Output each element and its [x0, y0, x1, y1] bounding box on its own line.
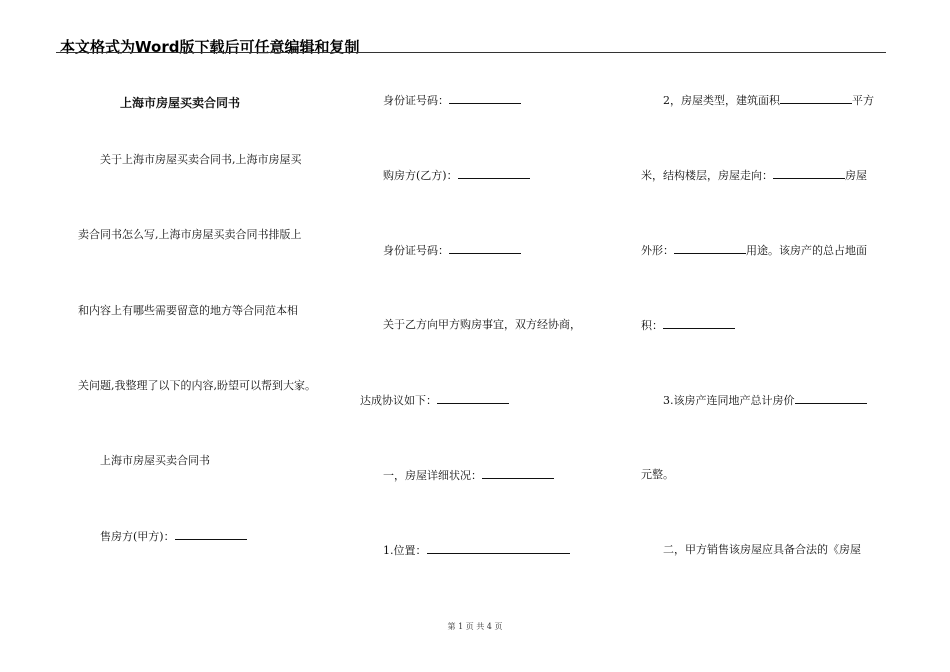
agreement-label: 达成协议如下： — [360, 394, 437, 407]
land-area-blank — [663, 318, 735, 329]
structure-tail: 房屋 — [845, 169, 867, 182]
seller-id-blank — [449, 93, 521, 104]
page-footer: 第 1 页 共 4 页 — [447, 622, 503, 631]
agreement-blank — [437, 393, 509, 404]
usage-text: 用途。该房产的总占地面 — [746, 244, 867, 257]
price-line — [663, 393, 867, 408]
house-status-blank — [482, 468, 554, 479]
location-line — [383, 543, 570, 558]
agreement-line-1: 关于乙方向甲方购房事宜，双方经协商， — [383, 318, 581, 331]
price-label: 3.该房产连同地产总计房价 — [663, 394, 795, 407]
location-blank — [427, 543, 570, 554]
buyer-id-blank — [449, 243, 521, 254]
land-area-line — [641, 318, 735, 333]
location-label: 1.位置： — [383, 544, 427, 557]
land-area-label: 积： — [641, 319, 663, 332]
appearance-label: 外形： — [641, 244, 674, 257]
header-divider — [56, 52, 886, 53]
price-blank — [795, 393, 867, 404]
house-type-line — [663, 93, 874, 108]
house-status-line — [383, 468, 554, 483]
seller-id-label: 身份证号码： — [383, 94, 449, 107]
header-title: 本文格式为Word版下载后可任意编辑和复制 — [60, 38, 360, 56]
appearance-blank — [674, 243, 746, 254]
buyer-id-line — [383, 243, 521, 258]
seller-id-line — [383, 93, 521, 108]
buyer-id-label: 身份证号码： — [383, 244, 449, 257]
contract-subtitle: 上海市房屋买卖合同书 — [100, 454, 210, 467]
buyer-line — [383, 168, 530, 183]
area-unit: 平方 — [852, 94, 874, 107]
price-unit-line: 元整。 — [641, 468, 674, 481]
orientation-blank — [773, 168, 845, 179]
structure-line — [641, 168, 867, 183]
intro-line-4: 关问题,我整理了以下的内容,盼望可以帮到大家。 — [78, 379, 316, 392]
seller-line — [100, 529, 247, 544]
house-status-label: 一，房屋详细状况： — [383, 469, 482, 482]
intro-line-2: 卖合同书怎么写,上海市房屋买卖合同书排版上 — [78, 228, 302, 241]
document-title: 上海市房屋买卖合同书 — [120, 96, 241, 110]
agreement-line-2 — [360, 393, 509, 408]
intro-line-1: 关于上海市房屋买卖合同书,上海市房屋买 — [100, 153, 302, 166]
buyer-label: 购房方(乙方)： — [383, 169, 458, 182]
house-type-label: 2，房屋类型，建筑面积 — [663, 94, 780, 107]
seller-obligation-line: 二，甲方销售该房屋应具备合法的《房屋 — [663, 543, 861, 556]
seller-blank — [175, 529, 247, 540]
seller-label: 售房方(甲方)： — [100, 530, 175, 543]
area-blank — [780, 93, 852, 104]
buyer-blank — [458, 168, 530, 179]
appearance-line — [641, 243, 867, 258]
intro-line-3: 和内容上有哪些需要留意的地方等合同范本相 — [78, 304, 298, 317]
structure-label: 米，结构楼层，房屋走向： — [641, 169, 773, 182]
